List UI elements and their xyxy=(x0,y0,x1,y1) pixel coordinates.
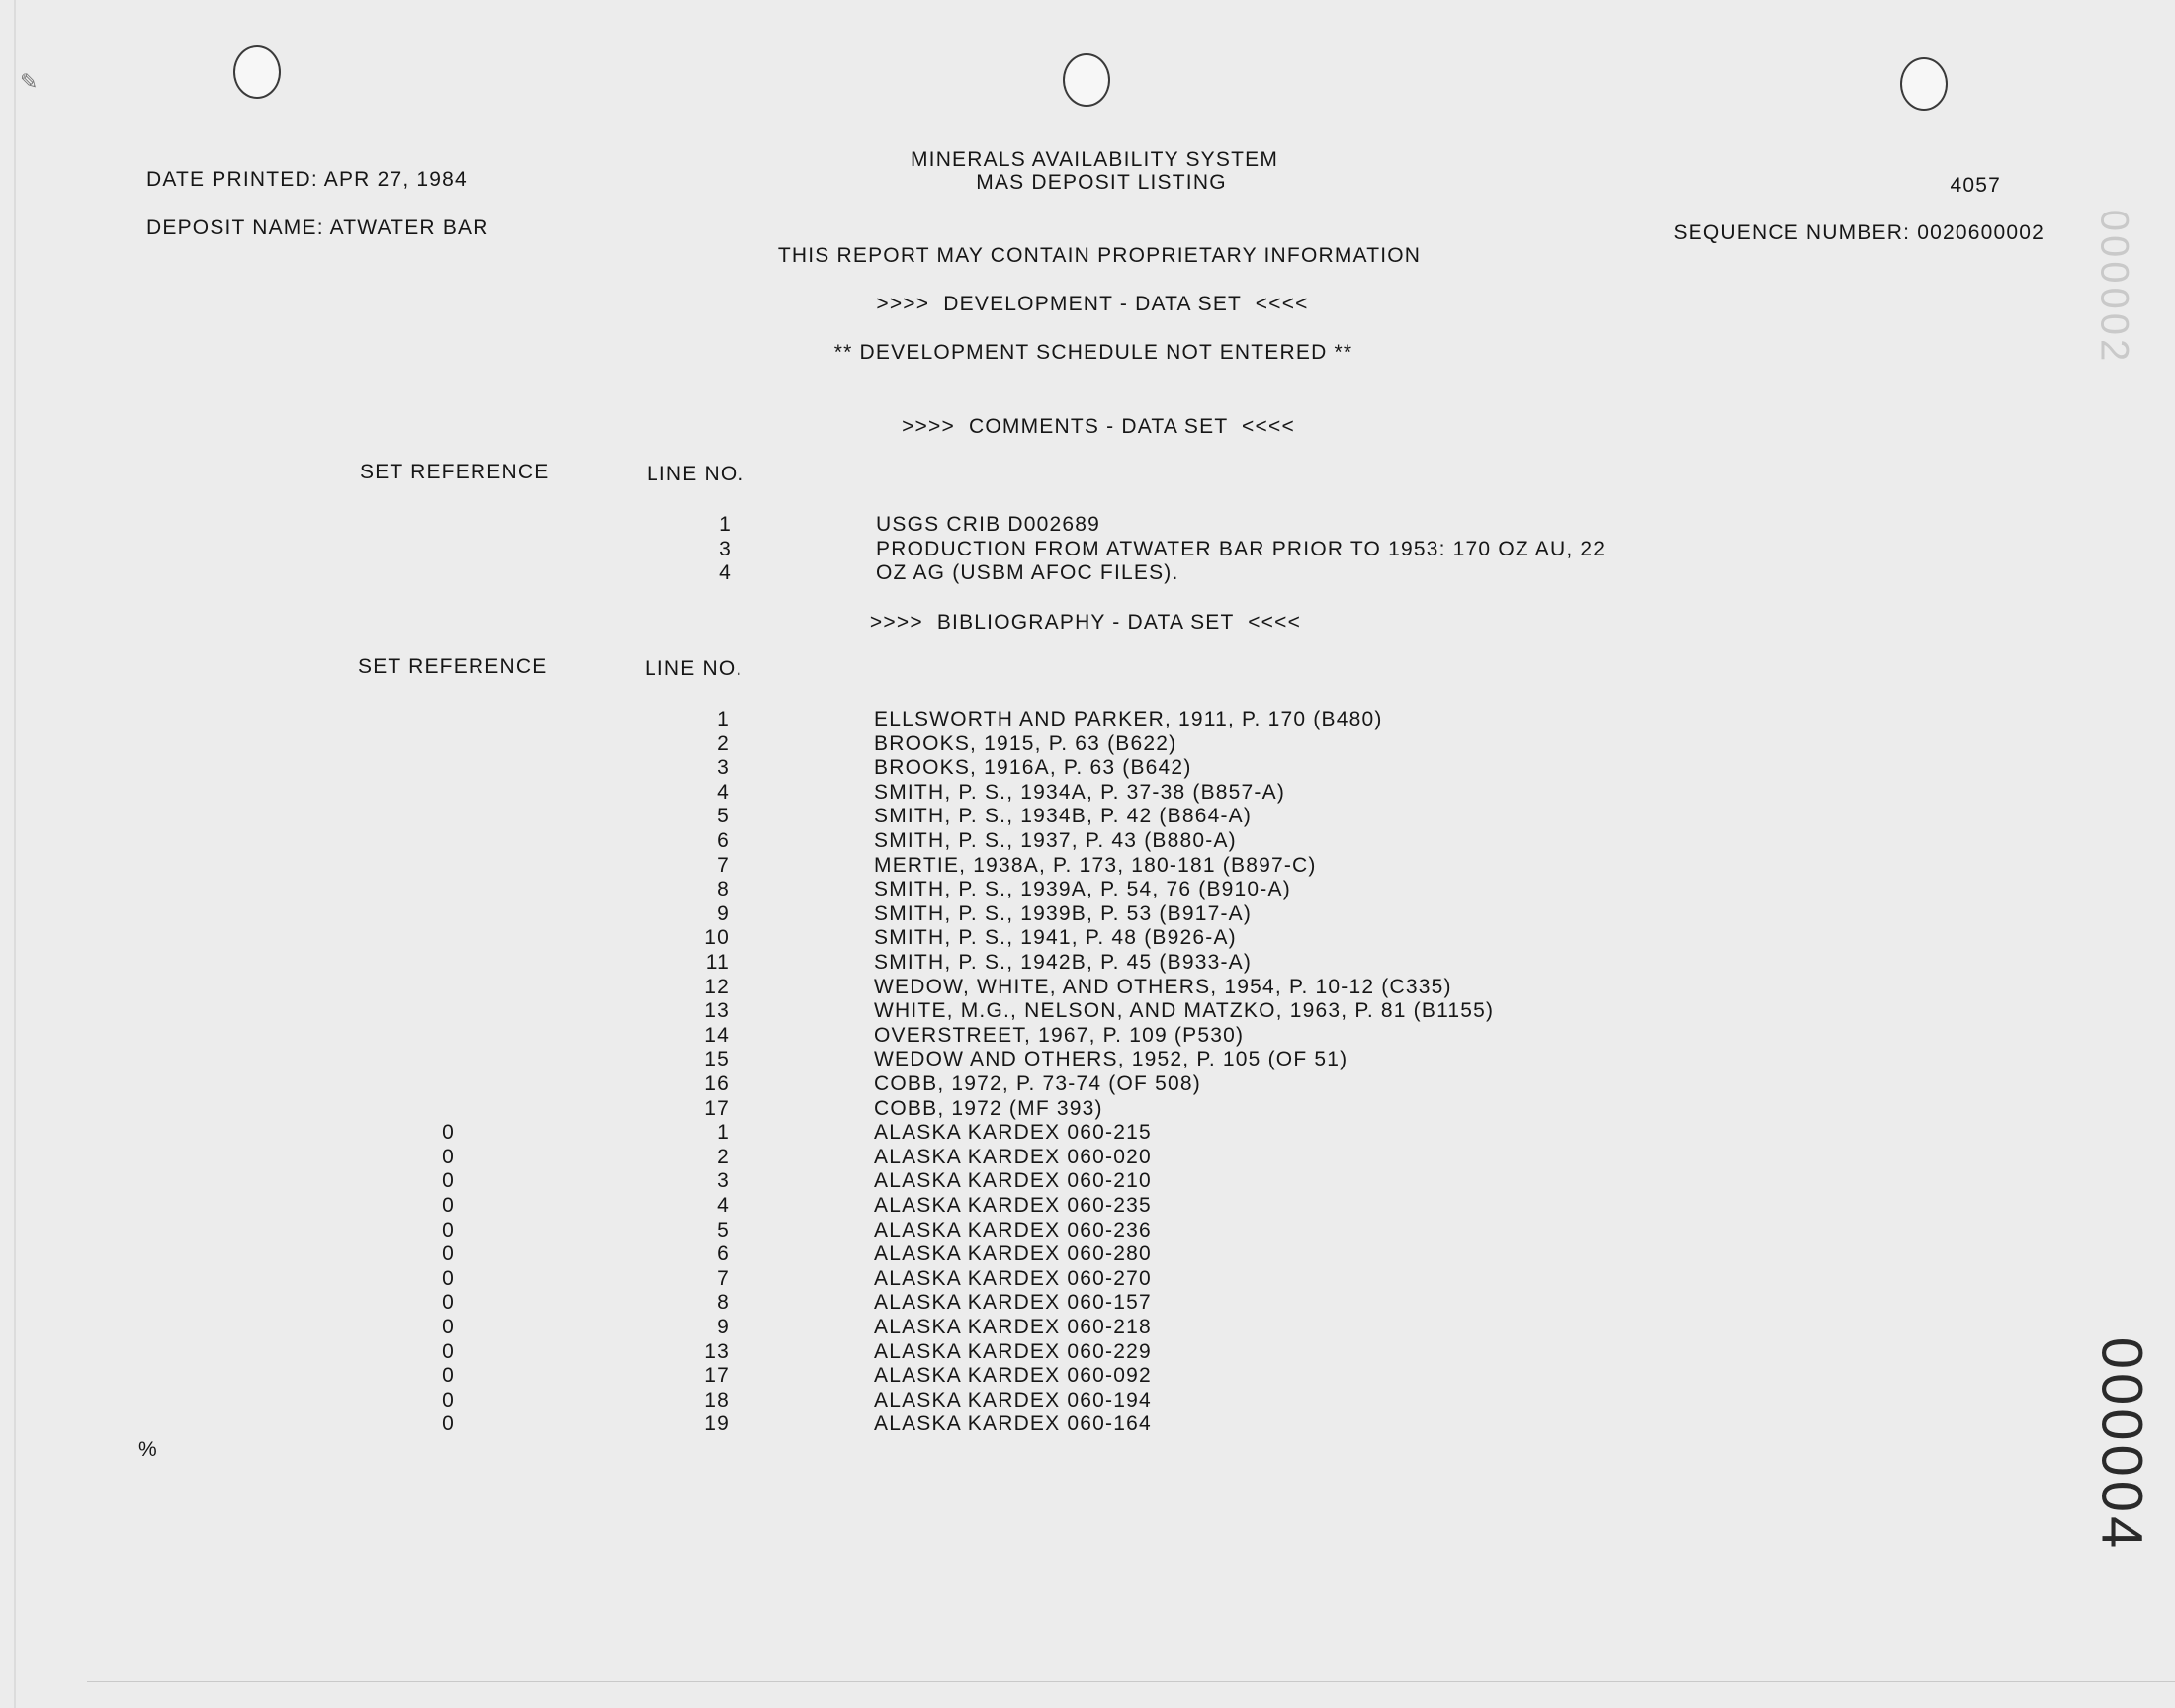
row-line-number: 7 xyxy=(717,853,730,877)
row-text: SMITH, P. S., 1941, P. 48 (B926-A) xyxy=(874,926,1237,950)
row-line-number: 1 xyxy=(717,1121,730,1145)
row-line-number: 1 xyxy=(719,513,732,536)
punch-hole-center xyxy=(1063,53,1110,107)
row-line-number: 5 xyxy=(717,805,730,828)
row-line-number: 13 xyxy=(704,1339,730,1363)
margin-stamp-bottom: 000004 xyxy=(2089,1336,2154,1553)
row-text: ALASKA KARDEX 060-218 xyxy=(874,1316,1152,1338)
row-set-reference: 0 xyxy=(442,1194,455,1217)
page-number: 4057 xyxy=(1950,174,2001,197)
row-text: OVERSTREET, 1967, P. 109 (P530) xyxy=(874,1023,1245,1047)
row-line-number: 3 xyxy=(717,756,730,780)
listing-title: MAS DEPOSIT LISTING xyxy=(976,171,1227,194)
row-line-number: 6 xyxy=(717,1242,730,1266)
row-text: ALASKA KARDEX 060-229 xyxy=(874,1339,1152,1363)
row-text: ALASKA KARDEX 060-270 xyxy=(874,1266,1152,1290)
row-text: ALASKA KARDEX 060-157 xyxy=(874,1291,1152,1315)
row-line-number: 11 xyxy=(705,951,730,974)
row-text: SMITH, P. S., 1934B, P. 42 (B864-A) xyxy=(874,805,1253,828)
bibliography-col-line-no: LINE NO. xyxy=(645,657,743,680)
row-line-number: 9 xyxy=(717,1316,730,1338)
row-line-number: 17 xyxy=(704,1096,730,1120)
sheet-left-edge xyxy=(14,0,16,1708)
row-text: SMITH, P. S., 1942B, P. 45 (B933-A) xyxy=(874,951,1253,974)
row-set-reference: 0 xyxy=(442,1364,455,1388)
row-set-reference: 0 xyxy=(442,1169,455,1193)
row-set-reference: 0 xyxy=(442,1145,455,1168)
row-line-number: 4 xyxy=(717,780,730,804)
punch-hole-left xyxy=(233,45,281,99)
row-line-number: 2 xyxy=(717,1145,730,1168)
row-line-number: 16 xyxy=(704,1072,730,1095)
row-line-number: 9 xyxy=(717,901,730,925)
row-text: COBB, 1972, P. 73-74 (OF 508) xyxy=(874,1072,1201,1095)
row-line-number: 2 xyxy=(717,731,730,755)
row-set-reference: 0 xyxy=(442,1316,455,1338)
row-text: ALASKA KARDEX 060-210 xyxy=(874,1169,1152,1193)
row-line-number: 17 xyxy=(704,1364,730,1388)
row-text: WHITE, M.G., NELSON, AND MATZKO, 1963, P. 81 (B1155) xyxy=(874,999,1495,1023)
row-line-number: 1 xyxy=(717,708,730,730)
row-line-number: 15 xyxy=(704,1048,730,1071)
row-set-reference: 0 xyxy=(442,1339,455,1363)
row-line-number: 8 xyxy=(717,878,730,901)
row-set-reference: 0 xyxy=(442,1121,455,1145)
proprietary-notice: THIS REPORT MAY CONTAIN PROPRIETARY INFORMATION xyxy=(777,244,1422,267)
system-title: MINERALS AVAILABILITY SYSTEM xyxy=(910,148,1279,171)
row-text: ELLSWORTH AND PARKER, 1911, P. 170 (B480) xyxy=(874,708,1383,730)
row-line-number: 6 xyxy=(717,829,730,852)
row-text: SMITH, P. S., 1937, P. 43 (B880-A) xyxy=(874,829,1237,852)
row-text: SMITH, P. S., 1939B, P. 53 (B917-A) xyxy=(874,901,1253,925)
row-text: ALASKA KARDEX 060-020 xyxy=(874,1145,1152,1168)
sheet-bottom-edge xyxy=(87,1681,2175,1682)
row-line-number: 19 xyxy=(704,1412,730,1436)
smudge-mark: ✎ xyxy=(20,69,39,94)
row-line-number: 7 xyxy=(717,1266,730,1290)
comments-heading: >>>> COMMENTS - DATA SET <<<< xyxy=(902,415,1295,438)
row-text: ALASKA KARDEX 060-235 xyxy=(874,1194,1152,1217)
row-text: SMITH, P. S., 1934A, P. 37-38 (B857-A) xyxy=(874,780,1286,804)
row-text: COBB, 1972 (MF 393) xyxy=(874,1096,1103,1120)
bibliography-heading: >>>> BIBLIOGRAPHY - DATA SET <<<< xyxy=(869,611,1302,634)
punch-hole-right xyxy=(1900,57,1948,111)
row-text: WEDOW, WHITE, AND OTHERS, 1954, P. 10-12 (C335) xyxy=(874,975,1452,998)
row-text: WEDOW AND OTHERS, 1952, P. 105 (OF 51) xyxy=(874,1048,1348,1071)
row-text: SMITH, P. S., 1939A, P. 54, 76 (B910-A) xyxy=(874,878,1291,901)
row-set-reference: 0 xyxy=(442,1242,455,1266)
row-line-number: 14 xyxy=(704,1023,730,1047)
deposit-name: DEPOSIT NAME: ATWATER BAR xyxy=(146,216,489,239)
row-set-reference: 0 xyxy=(442,1291,455,1315)
row-text: OZ AG (USBM AFOC FILES). xyxy=(876,561,1179,584)
row-line-number: 8 xyxy=(717,1291,730,1315)
row-set-reference: 0 xyxy=(442,1412,455,1436)
margin-stamp-top: 000002 xyxy=(2092,209,2136,366)
row-text: ALASKA KARDEX 060-236 xyxy=(874,1218,1152,1241)
row-text: ALASKA KARDEX 060-164 xyxy=(874,1412,1152,1436)
sequence-number: SEQUENCE NUMBER: 0020600002 xyxy=(1673,221,2044,244)
row-line-number: 12 xyxy=(704,975,730,998)
development-note: ** DEVELOPMENT SCHEDULE NOT ENTERED ** xyxy=(833,341,1353,364)
date-printed: DATE PRINTED: APR 27, 1984 xyxy=(146,168,468,191)
row-line-number: 4 xyxy=(717,1194,730,1217)
row-line-number: 3 xyxy=(719,537,732,560)
row-line-number: 18 xyxy=(704,1388,730,1411)
row-text: ALASKA KARDEX 060-092 xyxy=(874,1364,1152,1388)
row-text: BROOKS, 1916A, P. 63 (B642) xyxy=(874,756,1192,780)
row-text: USGS CRIB D002689 xyxy=(876,513,1100,536)
row-line-number: 5 xyxy=(717,1218,730,1241)
row-text: ALASKA KARDEX 060-194 xyxy=(874,1388,1152,1411)
comments-col-set-reference: SET REFERENCE xyxy=(360,461,550,483)
row-line-number: 10 xyxy=(704,926,730,950)
row-text: MERTIE, 1938A, P. 173, 180-181 (B897-C) xyxy=(874,853,1317,877)
row-set-reference: 0 xyxy=(442,1266,455,1290)
row-line-number: 13 xyxy=(704,999,730,1023)
row-line-number: 3 xyxy=(717,1169,730,1193)
row-set-reference: 0 xyxy=(442,1218,455,1241)
row-text: ALASKA KARDEX 060-215 xyxy=(874,1121,1152,1145)
bibliography-col-set-reference: SET REFERENCE xyxy=(358,655,548,678)
development-heading: >>>> DEVELOPMENT - DATA SET <<<< xyxy=(876,293,1309,315)
row-line-number: 4 xyxy=(719,561,732,584)
percent-mark: % xyxy=(138,1438,158,1461)
comments-col-line-no: LINE NO. xyxy=(647,463,745,485)
row-text: PRODUCTION FROM ATWATER BAR PRIOR TO 1953: 170 OZ AU, 22 xyxy=(876,537,1607,560)
row-set-reference: 0 xyxy=(442,1388,455,1411)
row-text: ALASKA KARDEX 060-280 xyxy=(874,1242,1152,1266)
row-text: BROOKS, 1915, P. 63 (B622) xyxy=(874,731,1177,755)
